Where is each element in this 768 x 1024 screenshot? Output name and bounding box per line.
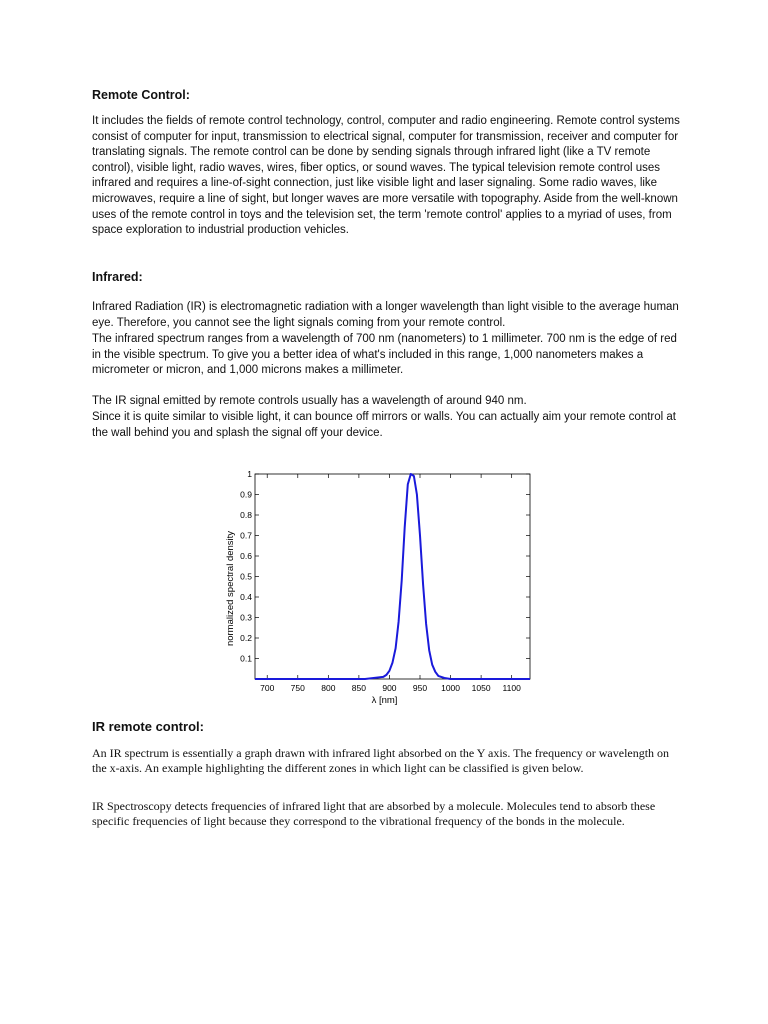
plot-frame [255, 474, 530, 679]
x-tick-label: 1050 [471, 683, 491, 693]
infrared-paragraph-4: Since it is quite similar to visible light, it can bounce off mirrors or walls. You can actually aim your remote control at the wall behind you and splash the signal off your device. [92, 411, 676, 439]
y-tick-label: 0.1 [240, 653, 252, 664]
x-axis-label: λ [nm] [371, 695, 398, 706]
remote-control-heading: Remote Control: [92, 88, 190, 102]
infrared-paragraph-2: The infrared spectrum ranges from a wavelength of 700 nm (nanometers) to 1 millimeter. 700 nm is the edge of red in the visible spectrum. To give you a better idea of what's included in this range, 1,000 nanometers makes a micrometer or micron, and 1,000 microns makes a millimeter. [92, 333, 677, 377]
x-tick-label: 800 [321, 683, 336, 693]
x-tick-label: 1000 [441, 683, 461, 693]
spectrum-line [255, 474, 530, 679]
y-tick-label: 0.2 [240, 633, 252, 643]
y-tick-label: 0.7 [240, 530, 252, 541]
y-tick-label: 0.9 [240, 489, 252, 500]
x-tick-label: 900 [382, 683, 397, 693]
infrared-paragraph-1: Infrared Radiation (IR) is electromagnetic radiation with a longer wavelength than light visible to the average human eye. Therefore, you cannot see the light signals coming from your remote control. [92, 301, 679, 329]
infrared-paragraph-3: The IR signal emitted by remote controls usually has a wavelength of around 940 nm. [92, 395, 527, 407]
ir-remote-control-paragraph-1: An IR spectrum is essentially a graph drawn with infrared light absorbed on the Y axis. The frequency or wavelength on the x-axis. An example highlighting the different zones in which light can be classified is given below. [92, 746, 670, 776]
ir-remote-control-paragraph-2: IR Spectroscopy detects frequencies of infrared light that are absorbed by a molecule. Molecules tend to absorb these specific frequencies of light because they correspond to the vibrational frequency of the bonds in the molecule. [92, 799, 656, 829]
y-tick-label: 0.3 [240, 612, 252, 623]
x-tick-label: 700 [260, 683, 275, 693]
ir-spectrum-chart [200, 464, 540, 709]
y-tick-label: 0.5 [240, 571, 252, 582]
x-tick-label: 950 [412, 683, 428, 693]
x-tick-label: 1100 [502, 683, 521, 693]
remote-control-paragraph: It includes the fields of remote control technology, control, computer and radio engineering. Remote control systems consist of computer for input, transmission to electrical signal, computer for transmission, receiver and computer for translating signals. The remote control can be done by sending signals through infrared light (like a TV remote control), visible light, radio waves, wires, fiber optics, or sound waves. The typical television remote control uses infrared and requires a line-of-sight connection, just like visible light and laser signaling. Some radio waves, like microwaves, require a line of sight, but longer waves are more versatile with topography. Aside from the well-known uses of the remote control in toys and the television set, the term 'remote control' applies to a myriad of uses, from space exploration to industrial production vehicles. [92, 115, 680, 237]
x-tick-label: 850 [351, 683, 366, 693]
y-tick-label: 0.4 [240, 592, 252, 602]
infrared-heading: Infrared: [92, 270, 143, 284]
y-tick-label: 0.6 [240, 551, 252, 561]
ir-remote-control-heading: IR remote control: [92, 719, 204, 734]
y-axis-label: normalized spectral density [225, 530, 236, 647]
x-tick-label: 750 [290, 683, 305, 693]
y-tick-label: 0.8 [240, 510, 252, 520]
y-tick-label: 1 [247, 469, 252, 479]
